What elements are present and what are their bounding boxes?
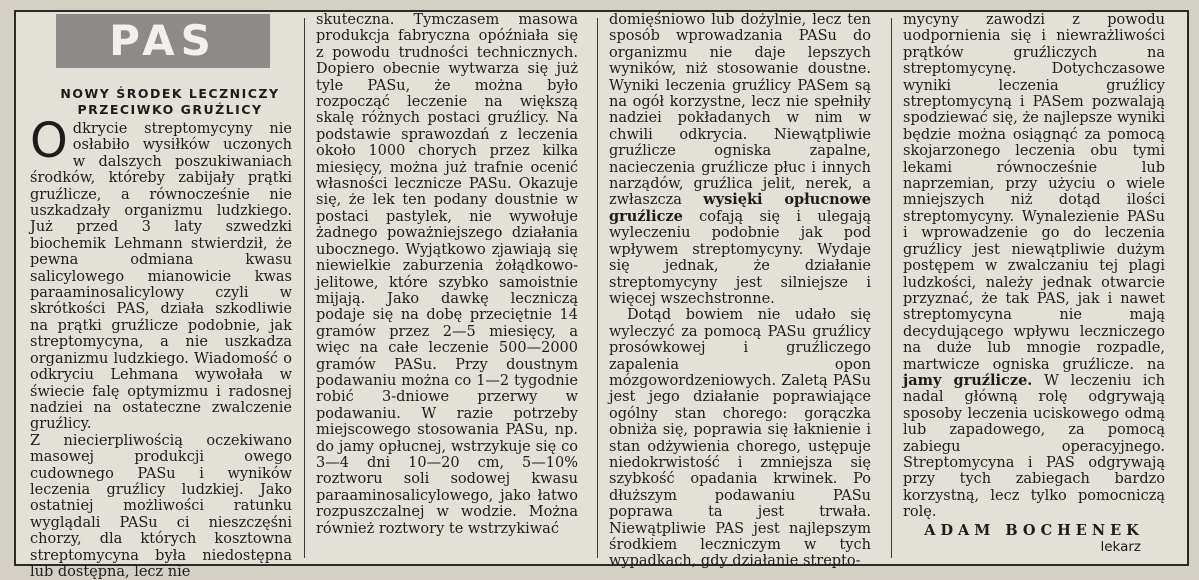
article-column-1	[30, 12, 292, 580]
newspaper-clipping	[14, 10, 1189, 580]
subtitle-line-2: PRZECIWKO GRUŹLICY	[77, 102, 263, 117]
paragraph: Dotąd bowiem nie udało się wyleczyć za pomocą PASu gruźlicy prosówkowej i gruźliczego zapalenia opon mózgowordzeniowych. Zaletą PASu jest jego działanie poprawiające ogólny stan chorego: gorączka obniża się, poprawia się łaknienie i stan odżywienia chorego, ustępuje niedokrwistość i zmniejsza się szybkość opadania krwinek. Po dłuższym podawaniu PASu poprawa ta jest trwała. Niewątpliwie PAS jest najlepszym środkiem leczniczym w tych wypadkach, gdy działanie strepto-	[609, 307, 871, 570]
drop-cap: O	[30, 113, 68, 169]
masthead-title: PAS	[109, 15, 217, 65]
paragraph: skuteczna. Tymczasem masowa produkcja fabryczna opóźniała się z powodu trudności technicznych. Dopiero obecnie wytwarza się już tyle PASu, że można było rozpocząć leczenie na większą skalę różnych postaci gruźlicy. Na podstawie sprawozdań z leczenia około 1000 chorych przez kilka miesięcy, można już trafnie ocenić własności lecznicze PASu. Okazuje się, że lek ten podany doustnie w postaci pastylek, nie wywołuje żadnego poważniejszego działania ubocznego. Wyjątkowo zjawiają się niewielkie zaburzenia żołądkowo-jelitowe, które szybko samoistnie mijają. Jako dawkę leczniczą podaje się na dobę przeciętnie 14 gramów przez 2—5 miesięcy, a więc na całe leczenie 500—2000 gramów PASu. Przy doustnym podawaniu można co 1—2 tygodnie robić 3-dniowe przerwy w podawaniu. W razie potrzeby miejscowego stosowania PASu, np. do jamy opłucnej, wstrzykuje się co 3—4 dni 10—20 cm, 5—10% roztworu soli sodowej kwasu paraaminosalicylowego, jako łatwo rozpuszczalnej w wodzie. Można również roztwory te wstrzykiwać	[316, 12, 578, 537]
author-role: lekarz	[1100, 539, 1141, 555]
paragraph: Z niecierpliwością oczekiwano masowej produkcji owego cudownego PASu i wyników leczenia gruźlicy ludzkiej. Jako ostatniej możliwości ratunku wyglądali PASu ci nieszczęśni chorzy, dla których kosztowna streptomycyna była niedostępna lub dostępna, lecz nie	[30, 432, 292, 580]
column-rule	[891, 18, 892, 558]
paragraph-text: cofają się i ulegają wyleczeniu podobnie jak pod wpływem streptomycyny. Wydaje się jednak, że działanie streptomycyny jest silniejsze i więcej wszechstronne.	[609, 208, 871, 307]
bold-phrase: jamy gruźlicze.	[903, 371, 1033, 389]
paragraph-text: W leczeniu ich nadal główną rolę odgrywają sposoby leczenia uciskowego odmą lub zapadowego, za pomocą zabiegu operacyjnego. Streptomycyna i PAS odgrywają przy tych zabiegach bardzo korzystną, lecz tylko pomocniczą rolę.	[903, 372, 1166, 521]
subtitle-line-1: NOWY ŚRODEK LECZNICZY	[60, 86, 280, 101]
article-column-4	[903, 12, 1165, 555]
paragraph-text: mycyny zawodzi z powodu uodpornienia się i niewrażliwości prątków gruźliczych na streptomycynę. Dotychczasowe wyniki leczenia gruźlicy streptomycyną i PASem pozwalają spodziewać się, że najlepsze wyniki będzie można osiągnąć za pomocą skojarzonego leczenia obu tymi lekami równocześnie lub naprzemian, przy użyciu o wiele mniejszych niż dotąd ilości streptomycyny. Wynalezienie PASu i wprowadzenie go do leczenia gruźlicy jest niewątpliwie dużym postępem w zwalczaniu tej plagi ludzkości, należy jednak otwarcie przyznać, że tak PAS, jak i nawet streptomycyna nie mają decydującego wpływu leczniczego na duże lub mnogie rozpadle, martwicze ogniska gruźlicze. na	[903, 12, 1165, 373]
paragraph-text: dkrycie streptomycyny nie osłabiło wysiłków uczonych w dalszych poszukiwaniach środków, któreby zabijały prątki gruźlicze, a równocześnie nie uszkadzały organizmu ludzkiego. Już przed 3 laty szwedzki biochemik Lehmann stwierdził, że pewna odmiana kwasu salicylowego mianowicie kwas paraaminosalicylowy czyli w skrótkości PAS, działa szkodliwie na prątki gruźlicze podobnie, jak streptomycyna, a nie uszkadza organizmu ludzkiego. Wiadomość o odkryciu Lehmana wywołała w świecie falę optymizmu i radosnej nadziei na ostateczne zwalczenie gruźlicy.	[30, 121, 292, 433]
paragraph-text: domięśniowo lub dożylnie, lecz ten sposób wprowadzania PASu do organizmu nie daje lepszych wyników, niż stosowanie doustne. Wyniki leczenia gruźlicy PASem są na ogół korzystne, lecz nie spełniły nadziei pokładanych w nim w chwili odkrycia. Niewątpliwie gruźlicze ogniska zapalne, nacieczenia gruźlicze płuc i innych narządów, gruźlica jelit, nerek, a zwłaszcza	[609, 12, 871, 209]
article-column-2	[316, 12, 578, 537]
paragraph	[30, 113, 292, 433]
column-rule	[304, 18, 305, 558]
bold-phrase: wysięki opłucnowe gruźlicze	[609, 191, 871, 225]
paragraph	[903, 12, 1165, 521]
paragraph	[609, 12, 871, 307]
article-column-3	[609, 12, 871, 570]
column-rule	[597, 18, 598, 558]
masthead-box	[56, 14, 270, 68]
article-subtitle	[48, 86, 292, 118]
author-signature: ADAM BOCHENEK	[924, 521, 1144, 539]
